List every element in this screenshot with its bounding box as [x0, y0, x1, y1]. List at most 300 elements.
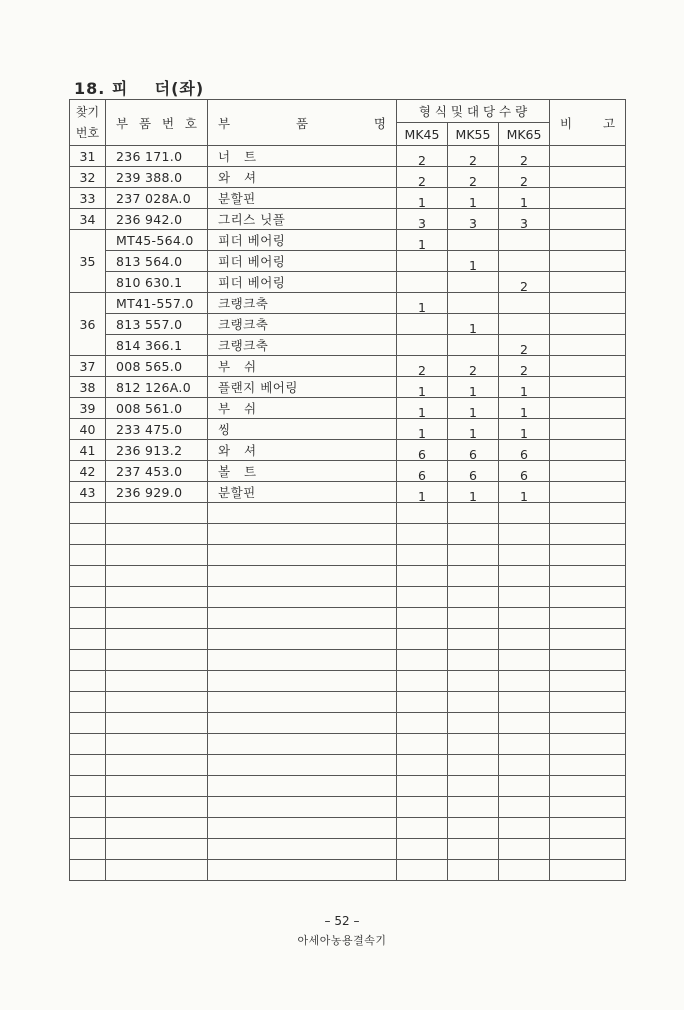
header-find-number	[70, 100, 106, 146]
qty-value: 2	[469, 174, 477, 188]
blank-cell	[448, 629, 499, 650]
blank-cell	[208, 818, 397, 839]
blank-cell	[550, 797, 626, 818]
blank-cell	[550, 587, 626, 608]
blank-cell	[208, 797, 397, 818]
remarks-cell	[550, 272, 626, 293]
part-number-cell: 236 913.2	[106, 440, 208, 461]
qty-cell-mk65	[499, 188, 550, 209]
part-number-cell: 236 171.0	[106, 146, 208, 167]
blank-cell	[448, 650, 499, 671]
part-number-cell: MT41-557.0	[106, 293, 208, 314]
qty-cell-mk55	[448, 377, 499, 398]
table-row	[70, 419, 626, 440]
page-title: 18. 피 더(좌)	[74, 79, 205, 98]
qty-cell-mk45	[397, 146, 448, 167]
blank-cell	[397, 671, 448, 692]
blank-cell	[70, 650, 106, 671]
qty-cell-mk55	[448, 440, 499, 461]
qty-cell-mk45	[397, 272, 448, 293]
qty-cell-mk55	[448, 461, 499, 482]
header-find-number-line1: 찾기	[75, 104, 100, 119]
blank-cell	[448, 797, 499, 818]
qty-cell-mk65	[499, 440, 550, 461]
qty-cell-mk65	[499, 461, 550, 482]
blank-cell	[397, 797, 448, 818]
qty-value: 1	[520, 195, 528, 209]
blank-cell	[397, 650, 448, 671]
blank-cell	[550, 566, 626, 587]
qty-cell-mk45	[397, 482, 448, 503]
table-row	[70, 377, 626, 398]
blank-cell	[106, 524, 208, 545]
table-row	[70, 209, 626, 230]
blank-cell	[550, 692, 626, 713]
remarks-cell	[550, 377, 626, 398]
blank-cell	[499, 587, 550, 608]
qty-cell-mk45	[397, 356, 448, 377]
blank-table-row	[70, 734, 626, 755]
blank-table-row	[70, 650, 626, 671]
qty-cell-mk65	[499, 251, 550, 272]
blank-cell	[550, 818, 626, 839]
blank-cell	[70, 713, 106, 734]
table-row	[70, 461, 626, 482]
part-number-cell: 233 475.0	[106, 419, 208, 440]
header-part-name	[208, 100, 397, 146]
blank-cell	[448, 818, 499, 839]
qty-cell-mk55	[448, 230, 499, 251]
table-row	[70, 230, 626, 251]
qty-cell-mk45	[397, 461, 448, 482]
blank-cell	[448, 671, 499, 692]
blank-cell	[70, 692, 106, 713]
part-number-cell: 236 942.0	[106, 209, 208, 230]
qty-cell-mk55	[448, 251, 499, 272]
blank-cell	[208, 524, 397, 545]
blank-cell	[397, 587, 448, 608]
qty-value: 2	[520, 279, 528, 293]
table-row	[70, 188, 626, 209]
find-number-cell: 37	[70, 356, 106, 377]
blank-cell	[70, 566, 106, 587]
blank-cell	[208, 734, 397, 755]
qty-cell-mk45	[397, 167, 448, 188]
header-model-mk45: MK45	[397, 123, 448, 146]
blank-cell	[106, 587, 208, 608]
blank-cell	[550, 734, 626, 755]
qty-cell-mk55	[448, 209, 499, 230]
blank-cell	[550, 671, 626, 692]
blank-cell	[208, 692, 397, 713]
table-row	[70, 314, 626, 335]
blank-table-row	[70, 524, 626, 545]
remarks-cell	[550, 335, 626, 356]
blank-cell	[550, 713, 626, 734]
blank-cell	[106, 650, 208, 671]
blank-cell	[70, 776, 106, 797]
blank-cell	[499, 839, 550, 860]
qty-value: 1	[469, 258, 477, 272]
table-row	[70, 440, 626, 461]
qty-cell-mk55	[448, 482, 499, 503]
blank-cell	[499, 524, 550, 545]
blank-cell	[397, 629, 448, 650]
blank-cell	[106, 503, 208, 524]
find-number-cell: 38	[70, 377, 106, 398]
blank-cell	[208, 755, 397, 776]
qty-value: 2	[418, 153, 426, 167]
blank-table-row	[70, 797, 626, 818]
qty-cell-mk45	[397, 230, 448, 251]
qty-cell-mk55	[448, 146, 499, 167]
remarks-cell	[550, 314, 626, 335]
qty-cell-mk55	[448, 398, 499, 419]
qty-value: 6	[520, 468, 528, 482]
blank-cell	[208, 566, 397, 587]
blank-cell	[70, 524, 106, 545]
blank-cell	[70, 734, 106, 755]
blank-cell	[550, 524, 626, 545]
blank-cell	[106, 734, 208, 755]
remarks-cell	[550, 251, 626, 272]
blank-cell	[70, 671, 106, 692]
part-number-cell: 239 388.0	[106, 167, 208, 188]
parts-table	[69, 99, 626, 881]
find-number-cell: 33	[70, 188, 106, 209]
qty-cell-mk45	[397, 251, 448, 272]
blank-table-row	[70, 713, 626, 734]
part-name-cell: 플랜지 베어링	[208, 377, 397, 398]
blank-cell	[499, 671, 550, 692]
blank-cell	[448, 713, 499, 734]
blank-table-row	[70, 755, 626, 776]
header-part-name-char: 부	[218, 115, 231, 131]
blank-cell	[397, 503, 448, 524]
remarks-cell	[550, 440, 626, 461]
blank-cell	[448, 524, 499, 545]
blank-cell	[397, 608, 448, 629]
blank-cell	[208, 713, 397, 734]
blank-cell	[550, 776, 626, 797]
blank-cell	[208, 650, 397, 671]
blank-cell	[70, 860, 106, 881]
blank-cell	[499, 650, 550, 671]
blank-cell	[397, 692, 448, 713]
qty-value: 1	[418, 237, 426, 251]
part-name-cell: 크랭크축	[208, 335, 397, 356]
blank-cell	[550, 503, 626, 524]
header-part-number	[106, 100, 208, 146]
qty-cell-mk45	[397, 440, 448, 461]
qty-cell-mk65	[499, 167, 550, 188]
header-part-name-char: 품	[295, 115, 309, 131]
qty-value: 2	[418, 363, 426, 377]
blank-cell	[448, 503, 499, 524]
blank-cell	[397, 734, 448, 755]
qty-value: 6	[469, 447, 477, 461]
header-part-number-char: 부	[116, 115, 129, 131]
blank-table-row	[70, 608, 626, 629]
part-number-cell: 812 126A.0	[106, 377, 208, 398]
qty-cell-mk65	[499, 293, 550, 314]
qty-value: 1	[520, 384, 528, 398]
qty-value: 1	[469, 489, 477, 503]
find-number-cell: 31	[70, 146, 106, 167]
blank-cell	[397, 713, 448, 734]
remarks-cell	[550, 419, 626, 440]
blank-cell	[397, 545, 448, 566]
qty-value: 1	[469, 405, 477, 419]
part-name-cell: 와 셔	[208, 167, 397, 188]
blank-cell	[550, 545, 626, 566]
qty-cell-mk45	[397, 398, 448, 419]
part-name-cell: 크랭크축	[208, 293, 397, 314]
qty-value: 2	[520, 342, 528, 356]
header-part-number-char: 번	[161, 115, 175, 131]
blank-cell	[106, 566, 208, 587]
blank-cell	[70, 608, 106, 629]
blank-table-row	[70, 818, 626, 839]
find-number-cell: 32	[70, 167, 106, 188]
qty-cell-mk55	[448, 314, 499, 335]
page-number: – 52 –	[324, 914, 360, 928]
blank-cell	[106, 839, 208, 860]
blank-cell	[106, 860, 208, 881]
table-row	[70, 356, 626, 377]
blank-cell	[397, 860, 448, 881]
remarks-cell	[550, 356, 626, 377]
blank-table-row	[70, 692, 626, 713]
header-remarks-char: 비	[560, 115, 573, 131]
part-name-cell: 그리스 닛플	[208, 209, 397, 230]
blank-cell	[448, 587, 499, 608]
blank-cell	[208, 608, 397, 629]
part-number-cell: 814 366.1	[106, 335, 208, 356]
blank-cell	[397, 776, 448, 797]
blank-cell	[70, 755, 106, 776]
header-model-mk55: MK55	[448, 123, 499, 146]
qty-cell-mk45	[397, 419, 448, 440]
blank-cell	[550, 755, 626, 776]
qty-cell-mk45	[397, 293, 448, 314]
blank-cell	[499, 818, 550, 839]
part-name-cell: 피더 베어링	[208, 251, 397, 272]
part-name-cell: 볼 트	[208, 461, 397, 482]
part-number-cell: 008 561.0	[106, 398, 208, 419]
company-name: 아세아농용결속기	[297, 934, 387, 947]
blank-cell	[70, 839, 106, 860]
table-row	[70, 146, 626, 167]
blank-cell	[70, 503, 106, 524]
qty-value: 1	[469, 195, 477, 209]
qty-cell-mk65	[499, 209, 550, 230]
blank-cell	[397, 755, 448, 776]
blank-cell	[70, 587, 106, 608]
header-part-number-char: 품	[138, 115, 152, 131]
parts-table-body	[70, 146, 626, 881]
blank-cell	[550, 629, 626, 650]
blank-cell	[448, 755, 499, 776]
remarks-cell	[550, 167, 626, 188]
blank-cell	[448, 734, 499, 755]
part-name-cell: 부 쉬	[208, 356, 397, 377]
part-name-cell: 부 쉬	[208, 398, 397, 419]
blank-cell	[448, 566, 499, 587]
table-row	[70, 251, 626, 272]
blank-cell	[550, 860, 626, 881]
remarks-cell	[550, 398, 626, 419]
part-number-cell: 236 929.0	[106, 482, 208, 503]
find-number-cell: 39	[70, 398, 106, 419]
qty-value: 2	[418, 174, 426, 188]
blank-cell	[106, 713, 208, 734]
find-number-cell: 41	[70, 440, 106, 461]
qty-value: 1	[418, 384, 426, 398]
blank-cell	[448, 545, 499, 566]
blank-cell	[550, 608, 626, 629]
remarks-cell	[550, 482, 626, 503]
qty-cell-mk65	[499, 482, 550, 503]
blank-cell	[106, 671, 208, 692]
blank-cell	[499, 734, 550, 755]
part-number-cell: 237 453.0	[106, 461, 208, 482]
remarks-cell	[550, 209, 626, 230]
header-part-name-char: 명	[373, 115, 386, 131]
blank-cell	[208, 545, 397, 566]
blank-table-row	[70, 776, 626, 797]
qty-value: 1	[418, 300, 426, 314]
qty-value: 1	[469, 321, 477, 335]
header-qty-group: 형 식 및 대 당 수 량	[397, 100, 550, 123]
qty-cell-mk55	[448, 293, 499, 314]
blank-cell	[208, 671, 397, 692]
qty-cell-mk65	[499, 356, 550, 377]
blank-cell	[499, 713, 550, 734]
qty-cell-mk45	[397, 188, 448, 209]
qty-cell-mk65	[499, 314, 550, 335]
blank-cell	[106, 755, 208, 776]
blank-cell	[397, 566, 448, 587]
blank-table-row	[70, 629, 626, 650]
blank-cell	[550, 650, 626, 671]
qty-cell-mk55	[448, 335, 499, 356]
blank-cell	[208, 860, 397, 881]
table-row	[70, 293, 626, 314]
blank-cell	[70, 797, 106, 818]
part-number-cell: 008 565.0	[106, 356, 208, 377]
qty-cell-mk55	[448, 167, 499, 188]
blank-cell	[499, 608, 550, 629]
blank-cell	[499, 566, 550, 587]
qty-value: 1	[418, 195, 426, 209]
qty-value: 6	[469, 468, 477, 482]
blank-table-row	[70, 860, 626, 881]
part-number-cell: 237 028A.0	[106, 188, 208, 209]
qty-value: 2	[520, 153, 528, 167]
header-part-number-char: 호	[184, 115, 197, 131]
blank-cell	[106, 776, 208, 797]
qty-value: 1	[418, 426, 426, 440]
blank-cell	[448, 608, 499, 629]
blank-cell	[106, 818, 208, 839]
find-number-cell: 35	[70, 230, 106, 293]
blank-cell	[397, 524, 448, 545]
blank-cell	[499, 797, 550, 818]
part-name-cell: 씽	[208, 419, 397, 440]
blank-cell	[499, 860, 550, 881]
qty-value: 2	[469, 363, 477, 377]
blank-cell	[208, 629, 397, 650]
qty-value: 2	[520, 363, 528, 377]
header-find-number-line2: 번호	[75, 125, 100, 140]
blank-table-row	[70, 839, 626, 860]
blank-cell	[208, 587, 397, 608]
qty-cell-mk65	[499, 272, 550, 293]
blank-cell	[208, 503, 397, 524]
blank-cell	[550, 839, 626, 860]
qty-value: 1	[418, 489, 426, 503]
part-number-cell: 813 564.0	[106, 251, 208, 272]
find-number-cell: 43	[70, 482, 106, 503]
table-row	[70, 398, 626, 419]
qty-cell-mk65	[499, 146, 550, 167]
blank-cell	[106, 629, 208, 650]
qty-cell-mk65	[499, 398, 550, 419]
qty-value: 1	[469, 384, 477, 398]
qty-cell-mk45	[397, 314, 448, 335]
part-name-cell: 분할핀	[208, 482, 397, 503]
blank-cell	[499, 776, 550, 797]
find-number-cell: 36	[70, 293, 106, 356]
header-model-mk65: MK65	[499, 123, 550, 146]
qty-value: 1	[520, 405, 528, 419]
qty-value: 3	[418, 216, 426, 230]
qty-cell-mk55	[448, 272, 499, 293]
blank-table-row	[70, 566, 626, 587]
blank-table-row	[70, 503, 626, 524]
qty-cell-mk65	[499, 335, 550, 356]
part-name-cell: 피더 베어링	[208, 230, 397, 251]
blank-cell	[448, 692, 499, 713]
blank-cell	[106, 608, 208, 629]
qty-cell-mk45	[397, 209, 448, 230]
part-name-cell: 너 트	[208, 146, 397, 167]
qty-cell-mk55	[448, 356, 499, 377]
table-row	[70, 335, 626, 356]
blank-cell	[70, 818, 106, 839]
qty-value: 1	[520, 426, 528, 440]
blank-cell	[499, 755, 550, 776]
qty-value: 1	[520, 489, 528, 503]
remarks-cell	[550, 293, 626, 314]
qty-cell-mk45	[397, 335, 448, 356]
qty-value: 3	[520, 216, 528, 230]
qty-value: 1	[418, 405, 426, 419]
blank-cell	[106, 797, 208, 818]
blank-cell	[448, 776, 499, 797]
qty-cell-mk55	[448, 419, 499, 440]
qty-value: 2	[520, 174, 528, 188]
part-name-cell: 분할핀	[208, 188, 397, 209]
remarks-cell	[550, 461, 626, 482]
blank-table-row	[70, 545, 626, 566]
blank-cell	[448, 839, 499, 860]
part-name-cell: 와 셔	[208, 440, 397, 461]
part-number-cell: MT45-564.0	[106, 230, 208, 251]
table-row	[70, 272, 626, 293]
blank-table-row	[70, 587, 626, 608]
